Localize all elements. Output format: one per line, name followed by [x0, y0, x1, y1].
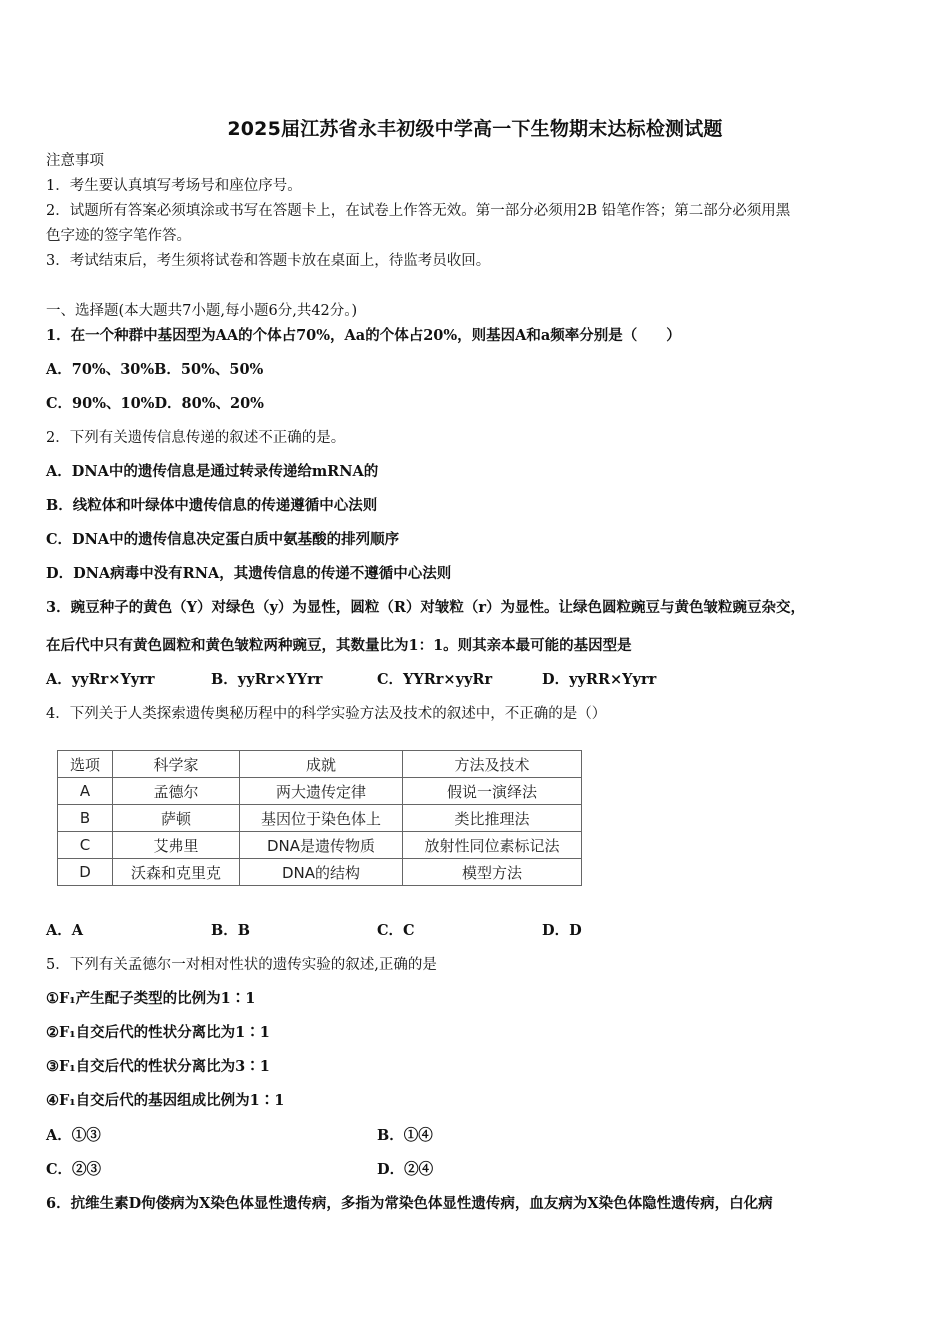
table-cell: 类比推理法 — [403, 805, 582, 832]
section-heading: 一、选择题(本大题共7小题,每小题6分,共42分。) — [46, 303, 358, 319]
question-5-option-d: D．②④ — [377, 1161, 434, 1178]
table-cell: 基因位于染色体上 — [240, 805, 403, 832]
question-3-option-a: A．yyRr×Yyrr — [46, 671, 155, 688]
table-cell: 放射性同位素标记法 — [403, 832, 582, 859]
notice-item: 3．考试结束后，考生须将试卷和答题卡放在桌面上，待监考员收回。 — [46, 253, 491, 269]
question-1-stem: 1．在一个种群中基因型为AA的个体占70%，Aa的个体占20%，则基因A和a频率分别是（ ） — [46, 327, 681, 344]
question-5-statement-2: ②F₁自交后代的性状分离比为1∶1 — [46, 1024, 270, 1041]
question-1-options-row2: C．90%、10%D．80%、20% — [46, 395, 264, 412]
table-cell: DNA是遗传物质 — [240, 832, 403, 859]
question-4-option-d: D．D — [542, 922, 582, 939]
question-3-stem-line2: 在后代中只有黄色圆粒和黄色皱粒两种豌豆，其数量比为1：1。则其亲本最可能的基因型是 — [46, 637, 632, 654]
question-3-stem-line1: 3．豌豆种子的黄色（Y）对绿色（y）为显性，圆粒（R）对皱粒（r）为显性。让绿色圆粒豌豆与黄色皱粒豌豆杂交， — [46, 599, 806, 616]
question-3-option-d: D．yyRR×Yyrr — [542, 671, 657, 688]
table-cell: DNA的结构 — [240, 859, 403, 886]
question-5-option-c: C．②③ — [46, 1161, 102, 1178]
question-2-stem: 2．下列有关遗传信息传递的叙述不正确的是。 — [46, 430, 346, 446]
table-row — [58, 832, 582, 859]
table-header-cell: 方法及技术 — [403, 751, 582, 778]
table-cell: B — [58, 805, 113, 832]
table-cell: 孟德尔 — [113, 778, 240, 805]
question-5-stem: 5．下列有关孟德尔一对相对性状的遗传实验的叙述,正确的是 — [46, 957, 437, 973]
question-2-option-d: D．DNA病毒中没有RNA，其遗传信息的传递不遵循中心法则 — [46, 565, 452, 582]
page-title: 2025届江苏省永丰初级中学高一下生物期末达标检测试题 — [227, 118, 723, 140]
table-header-cell: 选项 — [58, 751, 113, 778]
question-2-option-a: A．DNA中的遗传信息是通过转录传递给mRNA的 — [46, 463, 379, 480]
table-cell: A — [58, 778, 113, 805]
table-row — [58, 805, 582, 832]
table-cell: 沃森和克里克 — [113, 859, 240, 886]
question-2-option-b: B．线粒体和叶绿体中遗传信息的传递遵循中心法则 — [46, 497, 378, 514]
table-cell: D — [58, 859, 113, 886]
scientists-table — [57, 750, 582, 886]
question-5-statement-4: ④F₁自交后代的基因组成比例为1∶1 — [46, 1092, 285, 1109]
notice-item: 色字迹的签字笔作答。 — [46, 228, 191, 244]
question-4-option-a: A．A — [46, 922, 84, 939]
notice-item: 1．考生要认真填写考场号和座位序号。 — [46, 178, 302, 194]
question-4-option-c: C．C — [377, 922, 415, 939]
question-3-option-b: B．yyRr×YYrr — [211, 671, 323, 688]
table-header-cell: 成就 — [240, 751, 403, 778]
table-cell: 萨顿 — [113, 805, 240, 832]
table-row — [58, 778, 582, 805]
question-4-option-b: B．B — [211, 922, 251, 939]
table-cell: C — [58, 832, 113, 859]
notice-item: 2．试题所有答案必须填涂或书写在答题卡上，在试卷上作答无效。第一部分必须用2B 铅笔作答；第二部分必须用黑 — [46, 203, 791, 219]
notice-heading: 注意事项 — [46, 153, 104, 169]
question-6-stem: 6．抗维生素D佝偻病为X染色体显性遗传病，多指为常染色体显性遗传病，血友病为X染色体隐性遗传病，白化病 — [46, 1195, 773, 1212]
question-5-option-a: A．①③ — [46, 1127, 101, 1144]
table-cell: 假说一演绎法 — [403, 778, 582, 805]
table-header-cell: 科学家 — [113, 751, 240, 778]
question-5-statement-1: ①F₁产生配子类型的比例为1∶1 — [46, 990, 256, 1007]
question-5-statement-3: ③F₁自交后代的性状分离比为3∶1 — [46, 1058, 270, 1075]
question-1-options-row1: A．70%、30%B．50%、50% — [46, 361, 264, 378]
table-row — [58, 859, 582, 886]
table-cell: 两大遗传定律 — [240, 778, 403, 805]
question-3-option-c: C．YYRr×yyRr — [377, 671, 493, 688]
table-cell: 模型方法 — [403, 859, 582, 886]
question-4-stem: 4．下列关于人类探索遗传奥秘历程中的科学实验方法及技术的叙述中，不正确的是（） — [46, 706, 607, 722]
question-5-option-b: B．①④ — [377, 1127, 433, 1144]
table-cell: 艾弗里 — [113, 832, 240, 859]
question-2-option-c: C．DNA中的遗传信息决定蛋白质中氨基酸的排列顺序 — [46, 531, 400, 548]
table-header-row — [58, 751, 582, 778]
